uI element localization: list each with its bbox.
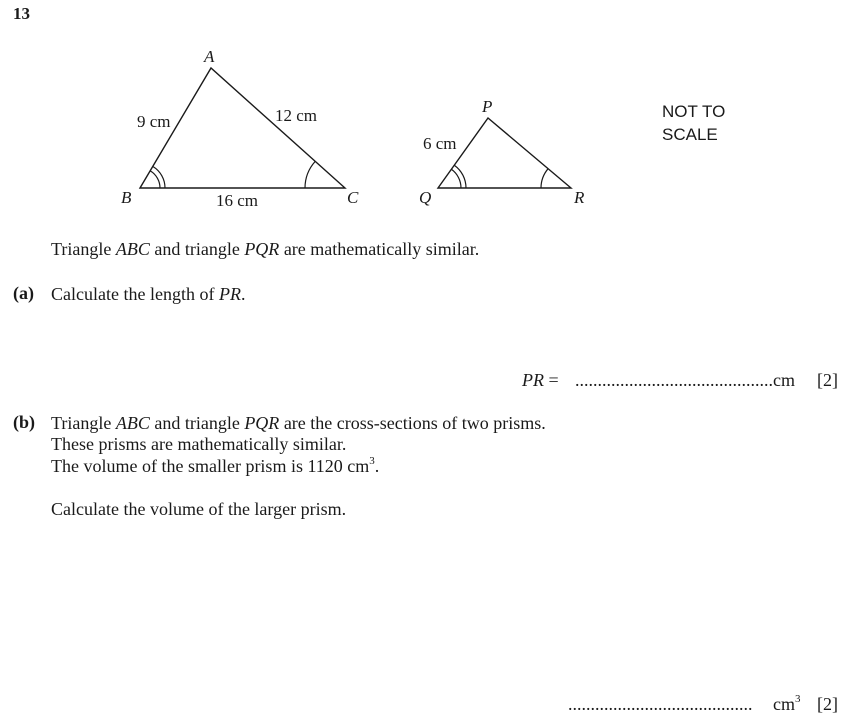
part-b-answer-dots[interactable]: .........................................: [568, 694, 753, 714]
part-a-answer-eq: =: [544, 370, 559, 390]
angle-b-arc-outer: [153, 167, 165, 189]
part-b-line-1: [51, 412, 546, 434]
part-a-question-var: PR: [218, 284, 241, 304]
angle-b-arc-inner: [150, 171, 160, 188]
vertex-p-label: P: [482, 97, 493, 116]
vertex-r-label: R: [574, 188, 585, 207]
part-b-label: (b): [13, 412, 35, 432]
triangle-abc-outline: [140, 68, 345, 188]
vertex-b-label: B: [121, 188, 132, 207]
intro-text-3: are mathematically similar.: [279, 239, 480, 259]
part-a-question-end: .: [240, 284, 246, 304]
part-b-line-1-text-3: are the cross-sections of two prisms.: [279, 413, 546, 433]
side-ab-label: 9 cm: [137, 112, 171, 131]
part-b-line-2: These prisms are mathematically similar.: [51, 434, 347, 454]
part-a-label: (a): [13, 283, 34, 303]
part-a-question: [51, 283, 245, 305]
vertex-c-label: C: [347, 188, 359, 207]
triangle-abc: [121, 47, 359, 210]
part-a-answer-dots[interactable]: ............................................: [575, 370, 773, 390]
side-ac-label: 12 cm: [275, 106, 318, 125]
part-b-answer-field[interactable]: [568, 693, 753, 715]
not-to-scale-note: [662, 100, 752, 146]
part-b-triangle-pqr: PQR: [244, 413, 280, 433]
intro-triangle-abc: ABC: [115, 239, 150, 259]
part-b-marks: [2]: [817, 694, 838, 714]
part-a-question-text: Calculate the length of: [51, 284, 219, 304]
part-b-answer-unit-superscript: 3: [795, 693, 801, 705]
vertex-q-label: Q: [419, 188, 432, 207]
part-a-marks: [2]: [817, 370, 838, 390]
side-pq-label: 6 cm: [423, 134, 457, 153]
intro-triangle-pqr: PQR: [244, 239, 280, 259]
part-b-line-3: [51, 455, 379, 477]
part-b-triangle-abc: ABC: [115, 413, 150, 433]
part-b-answer-unit-text: cm: [773, 694, 795, 714]
vertex-a-label: A: [204, 47, 215, 66]
side-bc-label: 16 cm: [216, 191, 259, 210]
angle-c-arc: [305, 161, 315, 188]
question-number: 13: [13, 4, 30, 23]
angle-q-arc-outer: [454, 165, 466, 188]
part-b-line-3-text: The volume of the smaller prism is 1120 cm: [51, 456, 370, 476]
part-a-answer-field[interactable]: [575, 369, 795, 391]
part-b-answer-unit: [773, 693, 801, 715]
part-a-answer-line: [522, 369, 559, 391]
part-a-answer-var: PR: [522, 370, 544, 390]
intro-text-1: Triangle: [51, 239, 116, 259]
intro-text-2: and triangle: [149, 239, 245, 259]
part-b-line-3-end: .: [374, 456, 380, 476]
not-to-scale-line-2: SCALE: [662, 125, 718, 144]
triangle-pqr: [419, 97, 585, 207]
not-to-scale-line-1: NOT TO: [662, 102, 726, 121]
triangle-pqr-outline: [438, 118, 571, 188]
part-b-line-1-text-2: and triangle: [149, 413, 245, 433]
angle-r-arc: [541, 169, 548, 188]
intro-sentence: [51, 238, 479, 260]
part-b-instruction: Calculate the volume of the larger prism.: [51, 499, 347, 519]
part-b-line-3-superscript: 3: [369, 455, 375, 467]
angle-q-arc-inner: [451, 169, 461, 188]
part-a-answer-unit: cm: [773, 370, 795, 390]
part-b-line-1-text-1: Triangle: [51, 413, 116, 433]
